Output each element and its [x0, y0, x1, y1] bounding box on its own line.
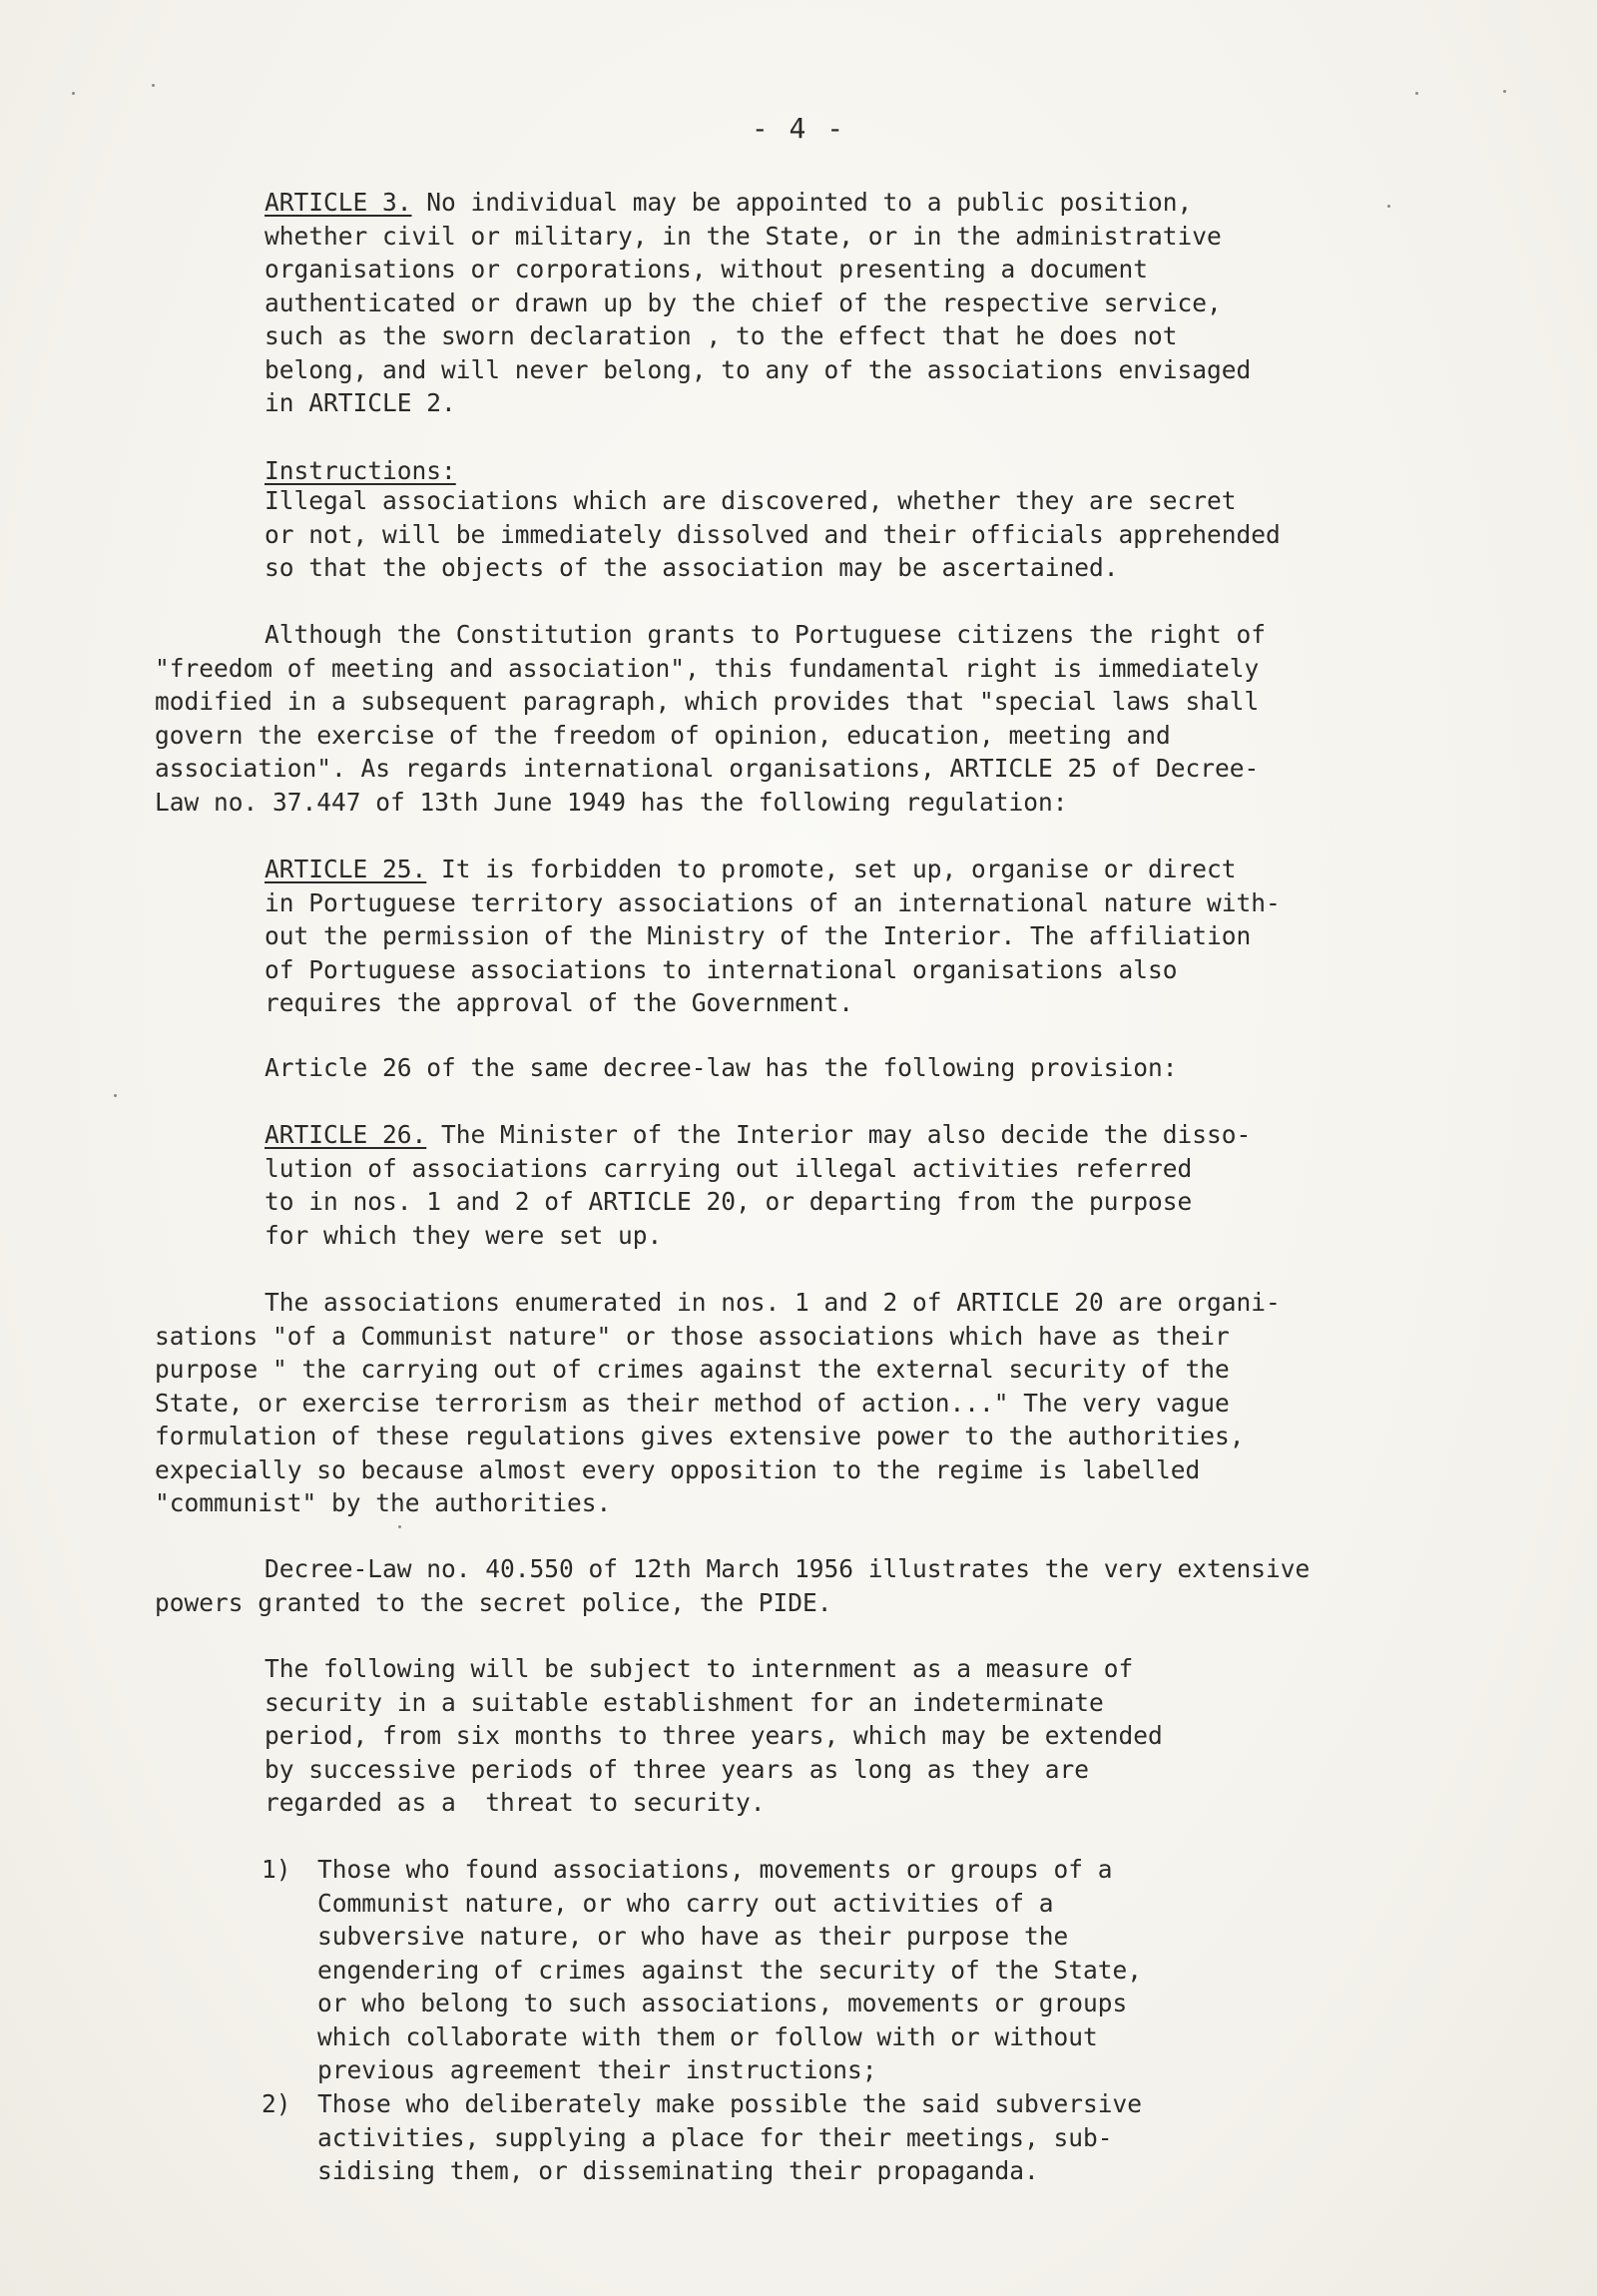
article-3-label: ARTICLE 3.	[265, 188, 412, 217]
paper-speck	[114, 1094, 117, 1097]
paragraph-associations: The associations enumerated in nos. 1 and 2 of ARTICLE 20 are organi- sations "of a Communist nature" or those associations which have as their purpose " the carrying out of crimes against the external security of the State, or exercise terrorism as their method of action..." The very vague formulation of these regulations gives extensive power to the authorities, expecially so because almost every opposition to the regime is labelled "communist" by the authorities.	[155, 1288, 1281, 1517]
paper-speck	[1415, 92, 1418, 95]
paper-speck	[1503, 90, 1506, 93]
list-item-number: 1)	[262, 1855, 291, 1884]
article-3-text: whether civil or military, in the State, or in the administrative organisations or corporations, without presenting a document authenticated or drawn up by the chief of the respective service, such as the sworn declaration , to the effect that he does not belong, and will never belong, to any of the associations envisaged in ARTICLE 2.	[265, 221, 1252, 417]
article-25-label: ARTICLE 25.	[265, 855, 427, 883]
paper-speck	[398, 1525, 401, 1528]
list-item	[262, 2087, 1143, 2221]
article-26	[265, 1118, 1251, 1252]
article-26-first-line: The Minister of the Interior may also decide the disso-	[426, 1120, 1252, 1149]
article-3-first-line: No individual may be appointed to a public position,	[411, 188, 1193, 217]
article-25	[265, 853, 1281, 1020]
paragraph-internment: The following will be subject to internment as a measure of security in a suitable establishment for an indeterminate period, from six months to three years, which may be extended by successive periods of three years as long as they are regarded as a threat to security.	[265, 1654, 1163, 1817]
article-26-label: ARTICLE 26.	[265, 1120, 427, 1149]
article-25-first-line: It is forbidden to promote, set up, organise or direct	[426, 855, 1237, 883]
list-item-text: Those who deliberately make possible the said subversive activities, supplying a place for their meetings, sub- sidising them, or disseminating their propaganda.	[317, 2089, 1143, 2185]
list-item	[262, 1853, 1143, 2084]
paragraph-constitution: Although the Constitution grants to Portuguese citizens the right of "freedom of meeting and association", this fundamental right is immediately modified in a subsequent paragraph, which provides that "special laws shall govern the exercise of the freedom of opinion, education, meeting and association". As regards international organisations, ARTICLE 25 of Decree- Law no. 37.447 of 13th June 1949 has the following regulation:	[155, 620, 1267, 817]
article-25-text: in Portuguese territory associations of an international nature with- out the permission of the Ministry of the Interior. The affiliation of Portuguese associations to international organisations also requires the approval of the Government.	[265, 887, 1281, 1017]
list-item-number: 2)	[262, 2089, 291, 2118]
list-item-text: Those who found associations, movements or groups of a Communist nature, or who carry out activities of a subversive nature, or who have as their purpose the engendering of crimes against the security of the State, or who belong to such associations, movements or groups which collaborate with them or follow with or without previous agreement their instructions;	[317, 1855, 1143, 2084]
instructions-text: Illegal associations which are discovered, whether they are secret or not, will be immediately dissolved and their officials apprehended so that the objects of the association may be ascertained.	[265, 486, 1281, 582]
article-3	[265, 186, 1251, 420]
paragraph-article-26-intro: Article 26 of the same decree-law has the following provision:	[265, 1053, 1178, 1082]
paragraph-decree: Decree-Law no. 40.550 of 12th March 1956 illustrates the very extensive powers granted to the secret police, the PIDE.	[155, 1554, 1311, 1617]
paper-speck	[1387, 205, 1390, 208]
page-number: - 4 -	[751, 112, 846, 145]
paper-speck	[152, 84, 155, 87]
paper-speck	[72, 92, 75, 95]
article-26-text: lution of associations carrying out illegal activities referred to in nos. 1 and 2 of ARTICLE 20, or departing from the purpose for which they were set up.	[265, 1153, 1193, 1250]
instructions-heading: Instructions:	[265, 456, 456, 485]
